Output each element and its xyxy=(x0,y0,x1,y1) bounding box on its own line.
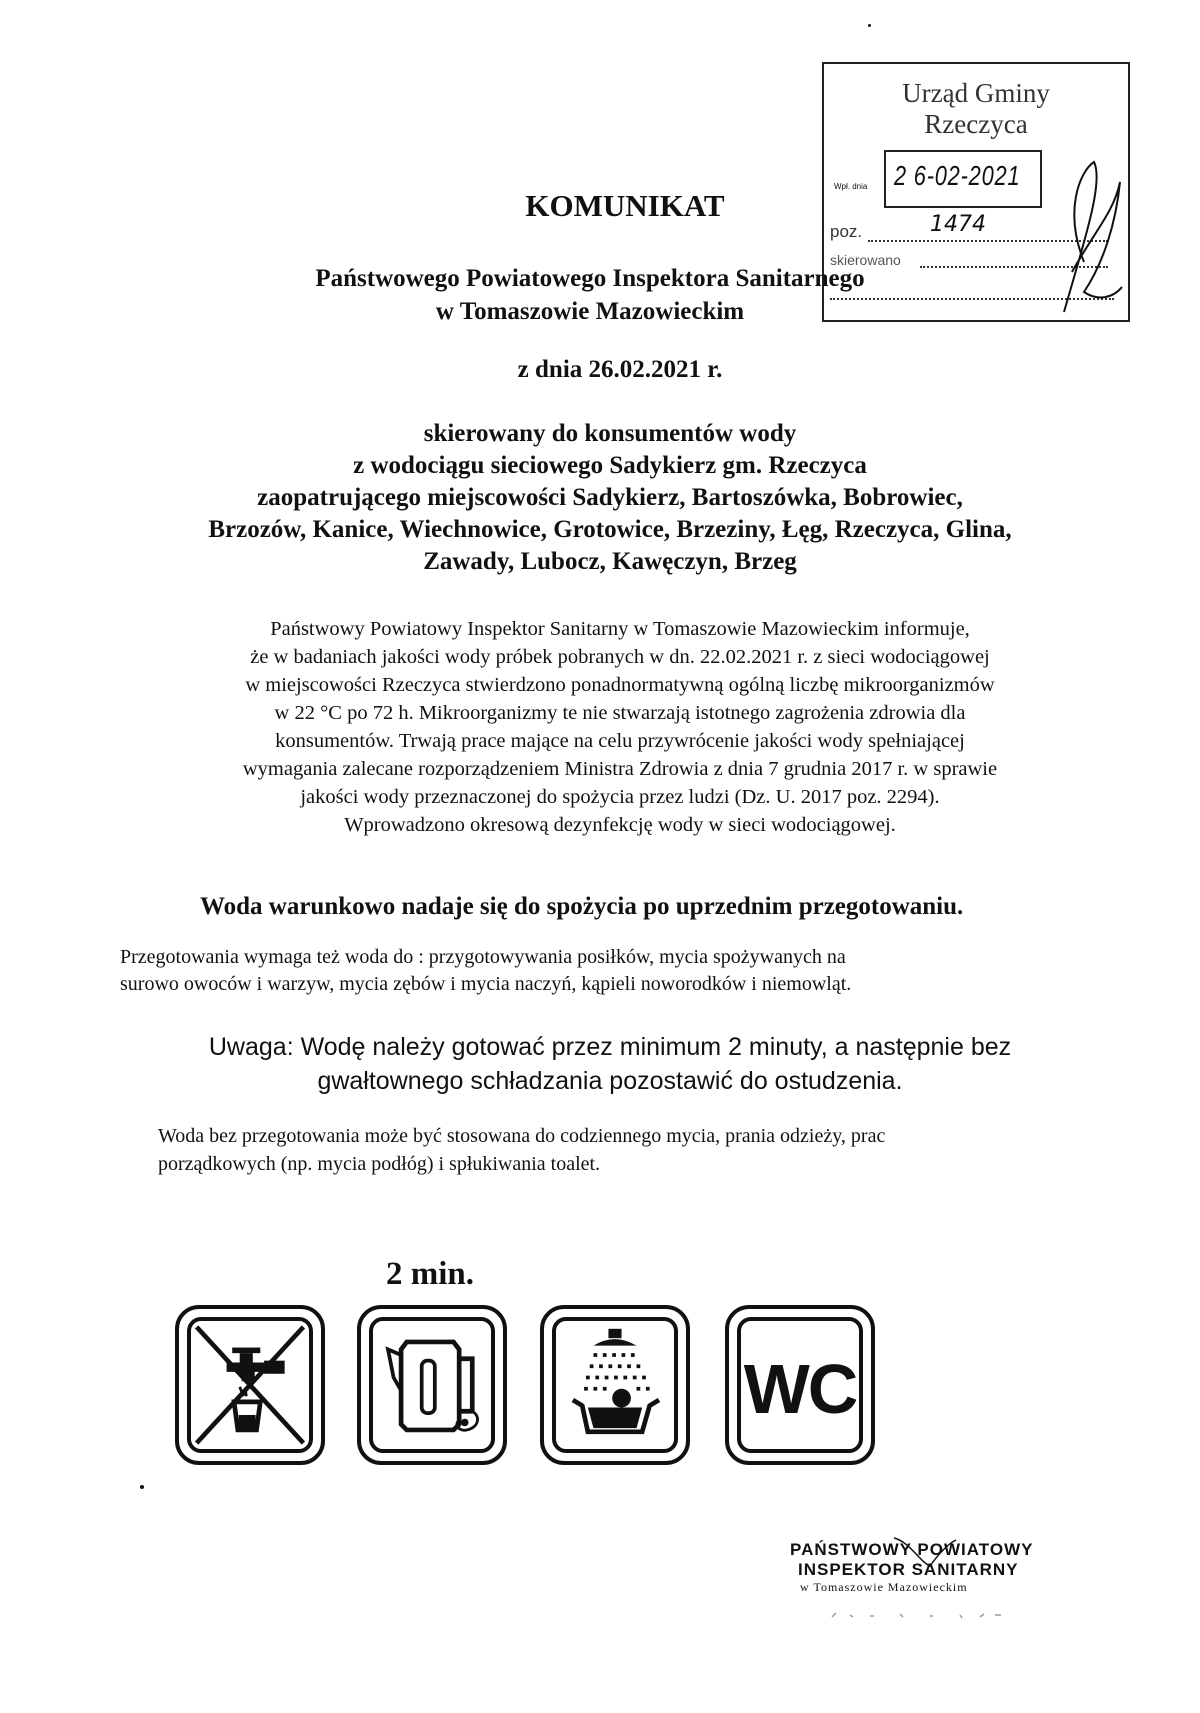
shower-bath-icon xyxy=(540,1305,690,1465)
inspector-stamp-line: w Tomaszowie Mazowieckim xyxy=(800,1580,968,1594)
stamp-office-name: Urząd Gminy Rzeczyca xyxy=(902,78,1050,139)
boil-requirements-paragraph xyxy=(120,944,1100,998)
usage-paragraph xyxy=(158,1122,1118,1178)
wc-label: WC xyxy=(743,1350,857,1428)
inspector-stamp xyxy=(790,1540,1060,1624)
faded-signature-line xyxy=(790,1609,1060,1624)
boil-warning: Woda warunkowo nadaje się do spożycia po uprzednim przegotowaniu. xyxy=(200,893,964,920)
issuer-line: w Tomaszowie Mazowieckim xyxy=(435,298,745,325)
inspector-stamp-line: INSPEKTOR SANITARNY xyxy=(798,1560,1019,1579)
inspector-stamp-line: PAŃSTWOWY POWIATOWY xyxy=(790,1540,1034,1559)
paragraph-line: konsumentów. Trwają prace mające na celu przywrócenie jakości wody spełniającej xyxy=(275,730,965,752)
caution-line: Uwaga: Wodę należy gotować przez minimum 2 minuty, a następnie bez xyxy=(208,1033,1012,1061)
wc-icon xyxy=(725,1305,875,1465)
stamp-position-value: 1474 xyxy=(930,212,986,237)
paragraph-line: surowo owoców i warzyw, mycia zębów i mycia naczyń, kąpieli noworodków i niemowląt. xyxy=(120,973,852,995)
faded-signature-icon xyxy=(830,1609,1010,1621)
signature-icon xyxy=(1024,152,1124,322)
stamp-directed-label: skierowano xyxy=(830,252,901,268)
caution-note xyxy=(160,1030,1060,1098)
kettle-icon xyxy=(357,1305,507,1465)
issuer-line: Państwowego Powiatowego Inspektora Sanitarnego xyxy=(315,265,865,292)
stamp-received-date: 2 6-02-2021 xyxy=(894,160,1021,191)
paragraph-line: że w badaniach jakości wody próbek pobranych w dn. 22.02.2021 r. z sieci wodociągowej xyxy=(250,646,990,668)
recipients-line: skierowany do konsumentów wody xyxy=(423,420,797,447)
paragraph-line: Woda bez przegotowania może być stosowana do codziennego mycia, prania odzieży, prac xyxy=(158,1125,886,1147)
boil-time-label: 2 min. xyxy=(386,1256,475,1292)
recipients-line: Zawady, Lubocz, Kawęczyn, Brzeg xyxy=(423,548,797,575)
document-date: z dnia 26.02.2021 r. xyxy=(517,356,723,383)
recipients-line: zaopatrującego miejscowości Sadykierz, Bartoszówka, Bobrowiec, xyxy=(257,484,963,511)
caution-line: gwałtownego schładzania pozostawić do ostudzenia. xyxy=(317,1067,903,1095)
signature-icon xyxy=(890,1532,960,1572)
paragraph-line: Przegotowania wymaga też woda do : przygotowywania posiłków, mycia spożywanych na xyxy=(120,946,846,968)
paragraph-line: Wprowadzono okresową dezynfekcję wody w sieci wodociągowej. xyxy=(344,814,896,836)
paragraph-line: w miejscowości Rzeczyca stwierdzono ponadnormatywną ogólną liczbę mikroorganizmów xyxy=(245,674,995,696)
stamp-received-label: Wpł. dnia xyxy=(834,182,868,191)
recipients-line: Brzozów, Kanice, Wiechnowice, Grotowice, Brzeziny, Łęg, Rzeczyca, Glina, xyxy=(208,516,1012,543)
issuer xyxy=(180,262,1000,328)
stamp-position-label: poz. xyxy=(830,222,863,241)
recipients-line: z wodociągu sieciowego Sadykierz gm. Rzeczyca xyxy=(353,452,867,479)
paragraph-line: porządkowych (np. mycia podłóg) i spłukiwania toalet. xyxy=(158,1153,601,1175)
scan-speck xyxy=(140,1485,144,1489)
paragraph-line: w 22 °C po 72 h. Mikroorganizmy te nie stwarzają istotnego zagrożenia zdrowia dla xyxy=(274,702,966,724)
paragraph-line: Państwowy Powiatowy Inspektor Sanitarny w Tomaszowie Mazowieckim informuje, xyxy=(270,618,970,640)
no-tap-water-icon xyxy=(175,1305,325,1465)
recipients-block xyxy=(100,418,1120,578)
announcement-paragraph xyxy=(120,615,1120,839)
document-title: KOMUNIKAT xyxy=(525,188,725,223)
paragraph-line: wymagania zalecane rozporządzeniem Ministra Zdrowia z dnia 7 grudnia 2017 r. w sprawie xyxy=(242,758,998,780)
paragraph-line: jakości wody przeznaczonej do spożycia przez ludzi (Dz. U. 2017 poz. 2294). xyxy=(300,786,940,808)
scan-speck xyxy=(868,24,871,27)
